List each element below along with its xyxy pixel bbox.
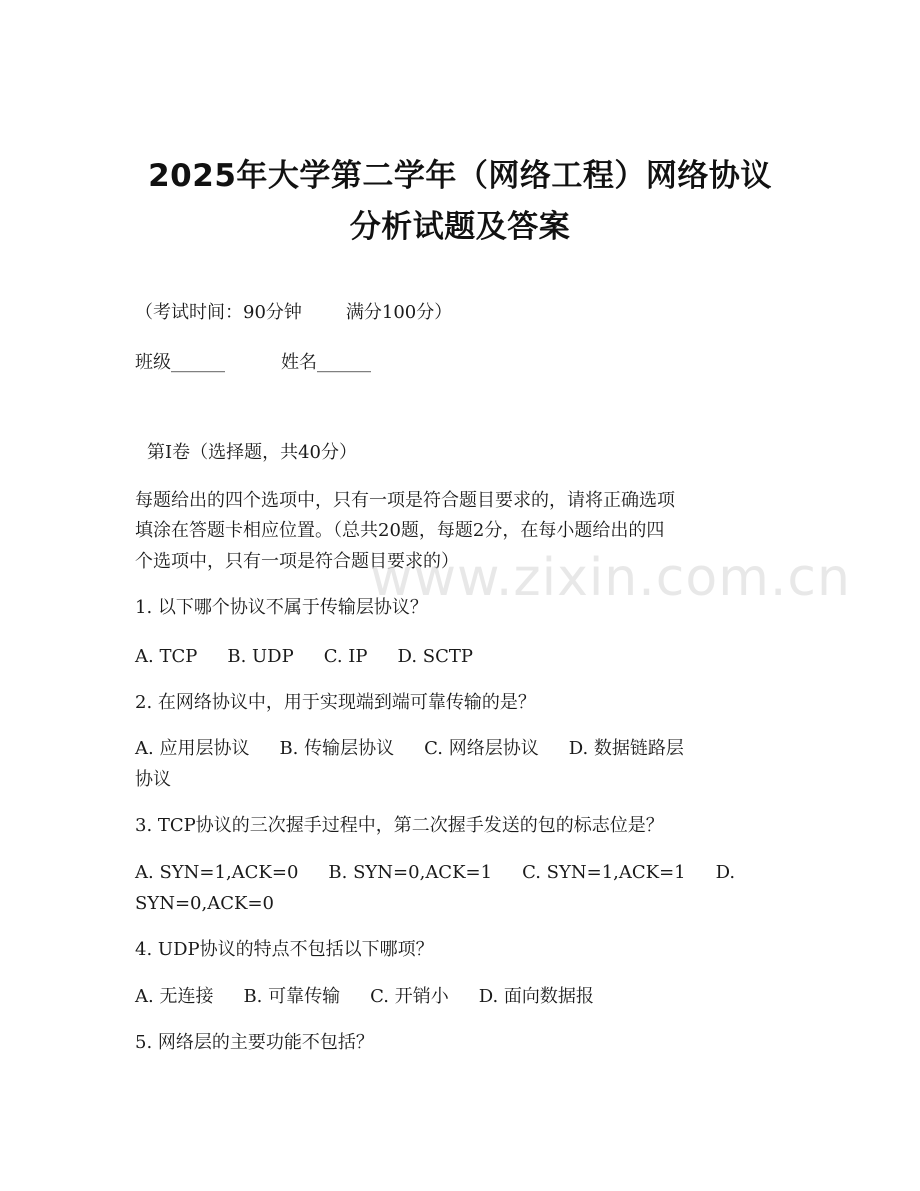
instructions-line-3: 个选项中，只有一项是符合题目要求的）: [135, 551, 459, 572]
question-1-stem: 1. 以下哪个协议不属于传输层协议？: [135, 597, 428, 618]
option-a: A. 应用层协议: [135, 738, 250, 759]
watermark: www.zixin.com.cn: [370, 548, 851, 608]
section-heading: 第Ⅰ卷（选择题，共40分）: [147, 442, 358, 463]
option-c: C. IP: [323, 646, 368, 667]
option-a: A. SYN=1,ACK=0: [135, 862, 299, 883]
class-field: 班级______: [135, 352, 225, 373]
question-2-options-wrap: 协议: [135, 769, 171, 790]
question-5-stem: 5. 网络层的主要功能不包括？: [135, 1032, 374, 1053]
option-c: C. SYN=1,ACK=1: [522, 862, 686, 883]
exam-time: （考试时间：90分钟: [135, 302, 302, 323]
option-b: B. SYN=0,ACK=1: [328, 862, 493, 883]
instructions-line-1: 每题给出的四个选项中，只有一项是符合题目要求的，请将正确选项: [135, 490, 675, 511]
option-b: B. 传输层协议: [279, 738, 395, 759]
question-3-options: [135, 864, 795, 882]
option-d: D. SCTP: [397, 646, 473, 667]
option-d: D. 数据链路层: [568, 738, 684, 759]
option-d: D.: [715, 862, 736, 883]
option-b: B. 可靠传输: [243, 986, 341, 1007]
option-c: C. 开销小: [370, 986, 449, 1007]
document-title-line-2: 分析试题及答案: [349, 209, 571, 245]
student-fields: [135, 354, 795, 372]
option-c: C. 网络层协议: [424, 738, 539, 759]
question-1-options: [135, 648, 795, 666]
name-field: 姓名______: [281, 352, 371, 373]
option-a: A. 无连接: [135, 986, 214, 1007]
instructions-line-2: 填涂在答题卡相应位置。（总共20题，每题2分，在每小题给出的四: [135, 520, 665, 541]
question-3-stem: 3. TCP协议的三次握手过程中，第二次握手发送的包的标志位是？: [135, 815, 664, 836]
question-3-options-wrap: SYN=0,ACK=0: [135, 893, 274, 914]
question-2-options: [135, 740, 795, 758]
option-a: A. TCP: [135, 646, 198, 667]
option-b: B. UDP: [227, 646, 294, 667]
question-2-stem: 2. 在网络协议中，用于实现端到端可靠传输的是？: [135, 692, 536, 713]
exam-info: [135, 304, 795, 322]
question-4-options: [135, 988, 795, 1006]
question-4-stem: 4. UDP协议的特点不包括以下哪项？: [135, 939, 434, 960]
document-title-line-1: 2025年大学第二学年（网络工程）网络协议: [148, 158, 772, 194]
option-d: D. 面向数据报: [478, 986, 594, 1007]
exam-full-score: 满分100分）: [345, 302, 453, 323]
